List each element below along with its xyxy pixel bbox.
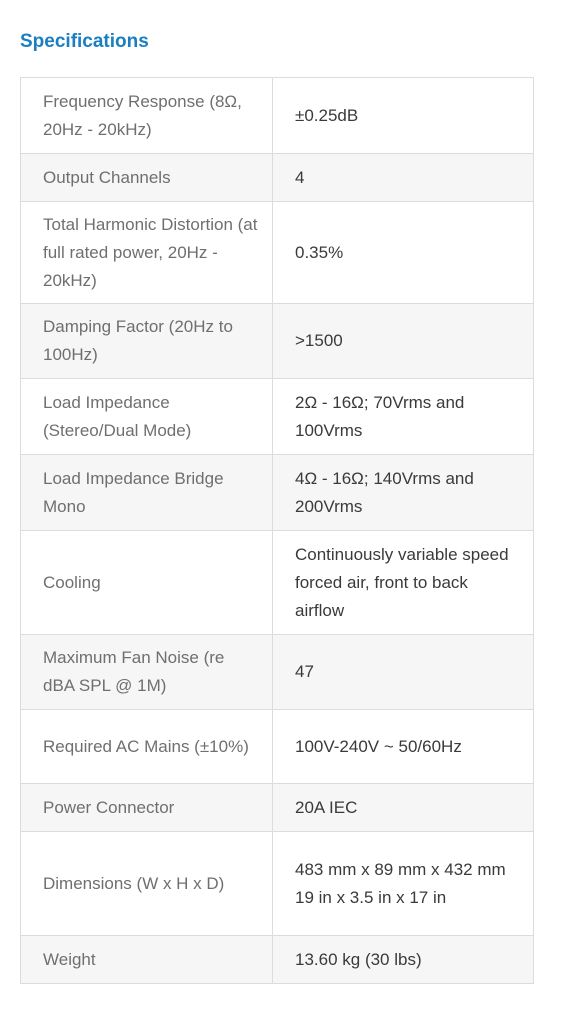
spec-row-total-harmonic-distortion (21, 202, 534, 304)
spec-label: Total Harmonic Distortion (at full rated power, 20Hz - 20kHz) (21, 202, 273, 304)
spec-value: >1500 (273, 304, 534, 379)
spec-row-dimensions (21, 832, 534, 936)
spec-value: 0.35% (273, 202, 534, 304)
spec-value: 4Ω - 16Ω; 140Vrms and 200Vrms (273, 455, 534, 531)
spec-row-load-impedance-stereo (21, 379, 534, 455)
section-title: Specifications (20, 31, 149, 52)
spec-label: Power Connector (21, 784, 273, 832)
spec-label: Required AC Mains (±10%) (21, 710, 273, 784)
spec-label: Frequency Response (8Ω, 20Hz - 20kHz) (21, 78, 273, 154)
spec-value: 47 (273, 635, 534, 710)
spec-label: Load Impedance (Stereo/Dual Mode) (21, 379, 273, 455)
spec-label: Output Channels (21, 154, 273, 202)
spec-value: 100V-240V ~ 50/60Hz (273, 710, 534, 784)
specifications-table-body (21, 78, 534, 984)
spec-label: Weight (21, 936, 273, 984)
spec-row-frequency-response (21, 78, 534, 154)
spec-row-load-impedance-bridge (21, 455, 534, 531)
spec-value: 13.60 kg (30 lbs) (273, 936, 534, 984)
spec-row-cooling (21, 531, 534, 635)
specifications-table (20, 77, 534, 984)
spec-label: Dimensions (W x H x D) (21, 832, 273, 936)
spec-row-damping-factor (21, 304, 534, 379)
spec-value: 20A IEC (273, 784, 534, 832)
spec-row-power-connector (21, 784, 534, 832)
spec-value: 4 (273, 154, 534, 202)
spec-label: Load Impedance Bridge Mono (21, 455, 273, 531)
spec-label: Maximum Fan Noise (re dBA SPL @ 1M) (21, 635, 273, 710)
spec-label: Cooling (21, 531, 273, 635)
spec-value: 2Ω - 16Ω; 70Vrms and 100Vrms (273, 379, 534, 455)
spec-label: Damping Factor (20Hz to 100Hz) (21, 304, 273, 379)
spec-row-weight (21, 936, 534, 984)
spec-row-ac-mains (21, 710, 534, 784)
spec-value: 483 mm x 89 mm x 432 mm 19 in x 3.5 in x 17 in (273, 832, 534, 936)
spec-value: Continuously variable speed forced air, front to back airflow (273, 531, 534, 635)
spec-row-fan-noise (21, 635, 534, 710)
spec-row-output-channels (21, 154, 534, 202)
spec-value: ±0.25dB (273, 78, 534, 154)
